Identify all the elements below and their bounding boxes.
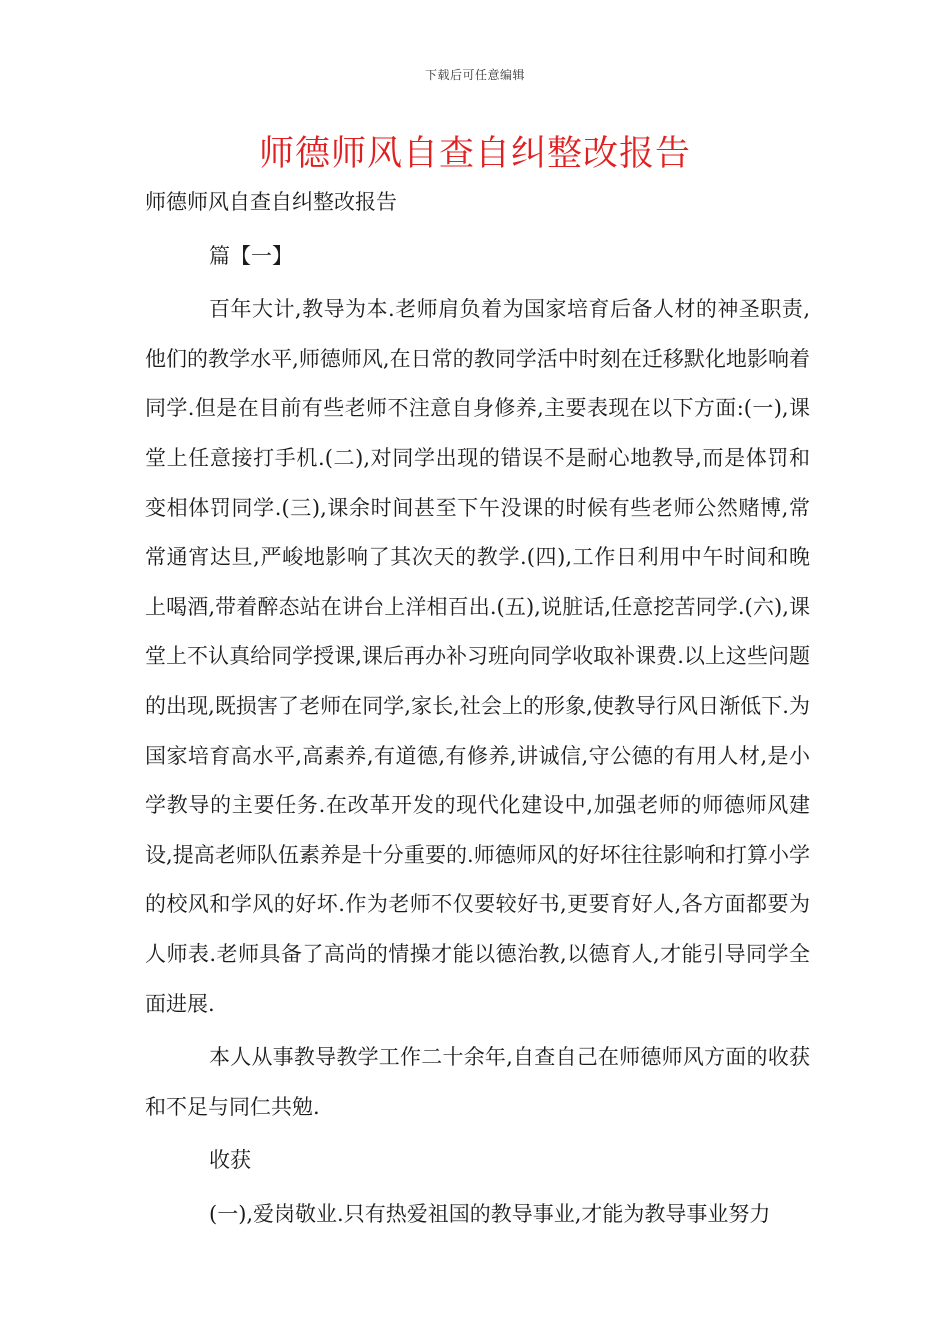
paragraph-intro: 百年大计,教导为本.老师肩负着为国家培育后备人材的神圣职责,他们的教学水平,师德师风,在日常的教同学活中时刻在迁移默化地影响着同学.但是在目前有些老师不注意自身修养,主要表现在以下方面:(一),课堂上任意接打手机.(二),对同学出现的错误不是耐心地教导,而是体罚和变相体罚同学.(三),课余时间甚至下午没课的时候有些老师公然赌博,常常通宵达旦,严峻地影响了其次天的教学.(四),工作日利用中午时间和晚上喝酒,带着醉态站在讲台上洋相百出.(五),说脏话,任意挖苦同学.(六),课堂上不认真给同学授课,课后再办补习班向同学收取补课费.以上这些问题的出现,既损害了老师在同学,家长,社会上的形象,使教导行风日渐低下.为国家培育高水平,高素养,有道德,有修养,讲诚信,守公德的有用人材,是小学教导的主要任务.在改革开发的现代化建设中,加强老师的师德师风建设,提高老师队伍素养是十分重要的.师德师风的好坏往往影响和打算小学的校风和学风的好坏.作为老师不仅要较好书,更要育好人,各方面都要为人师表.老师具备了高尚的情操才能以德治教,以德育人,才能引导同学全面进展. — [145, 297, 810, 1016]
harvest-item-1: (一),爱岗敬业.只有热爱祖国的教导事业,才能为教导事业努力 — [209, 1201, 771, 1226]
document-subtitle: 师德师风自查自纠整改报告 — [145, 190, 397, 214]
section-label: 篇【一】 — [209, 243, 293, 268]
harvest-heading: 收获 — [209, 1148, 251, 1173]
paragraph-self-review: 本人从事教导教学工作二十余年,自查自己在师德师风方面的收获和不足与同仁共勉. — [145, 1045, 810, 1119]
document-title: 师德师风自查自纠整改报告 — [258, 134, 691, 174]
header-note: 下载后可任意编辑 — [424, 68, 525, 82]
document-body — [145, 178, 810, 1239]
